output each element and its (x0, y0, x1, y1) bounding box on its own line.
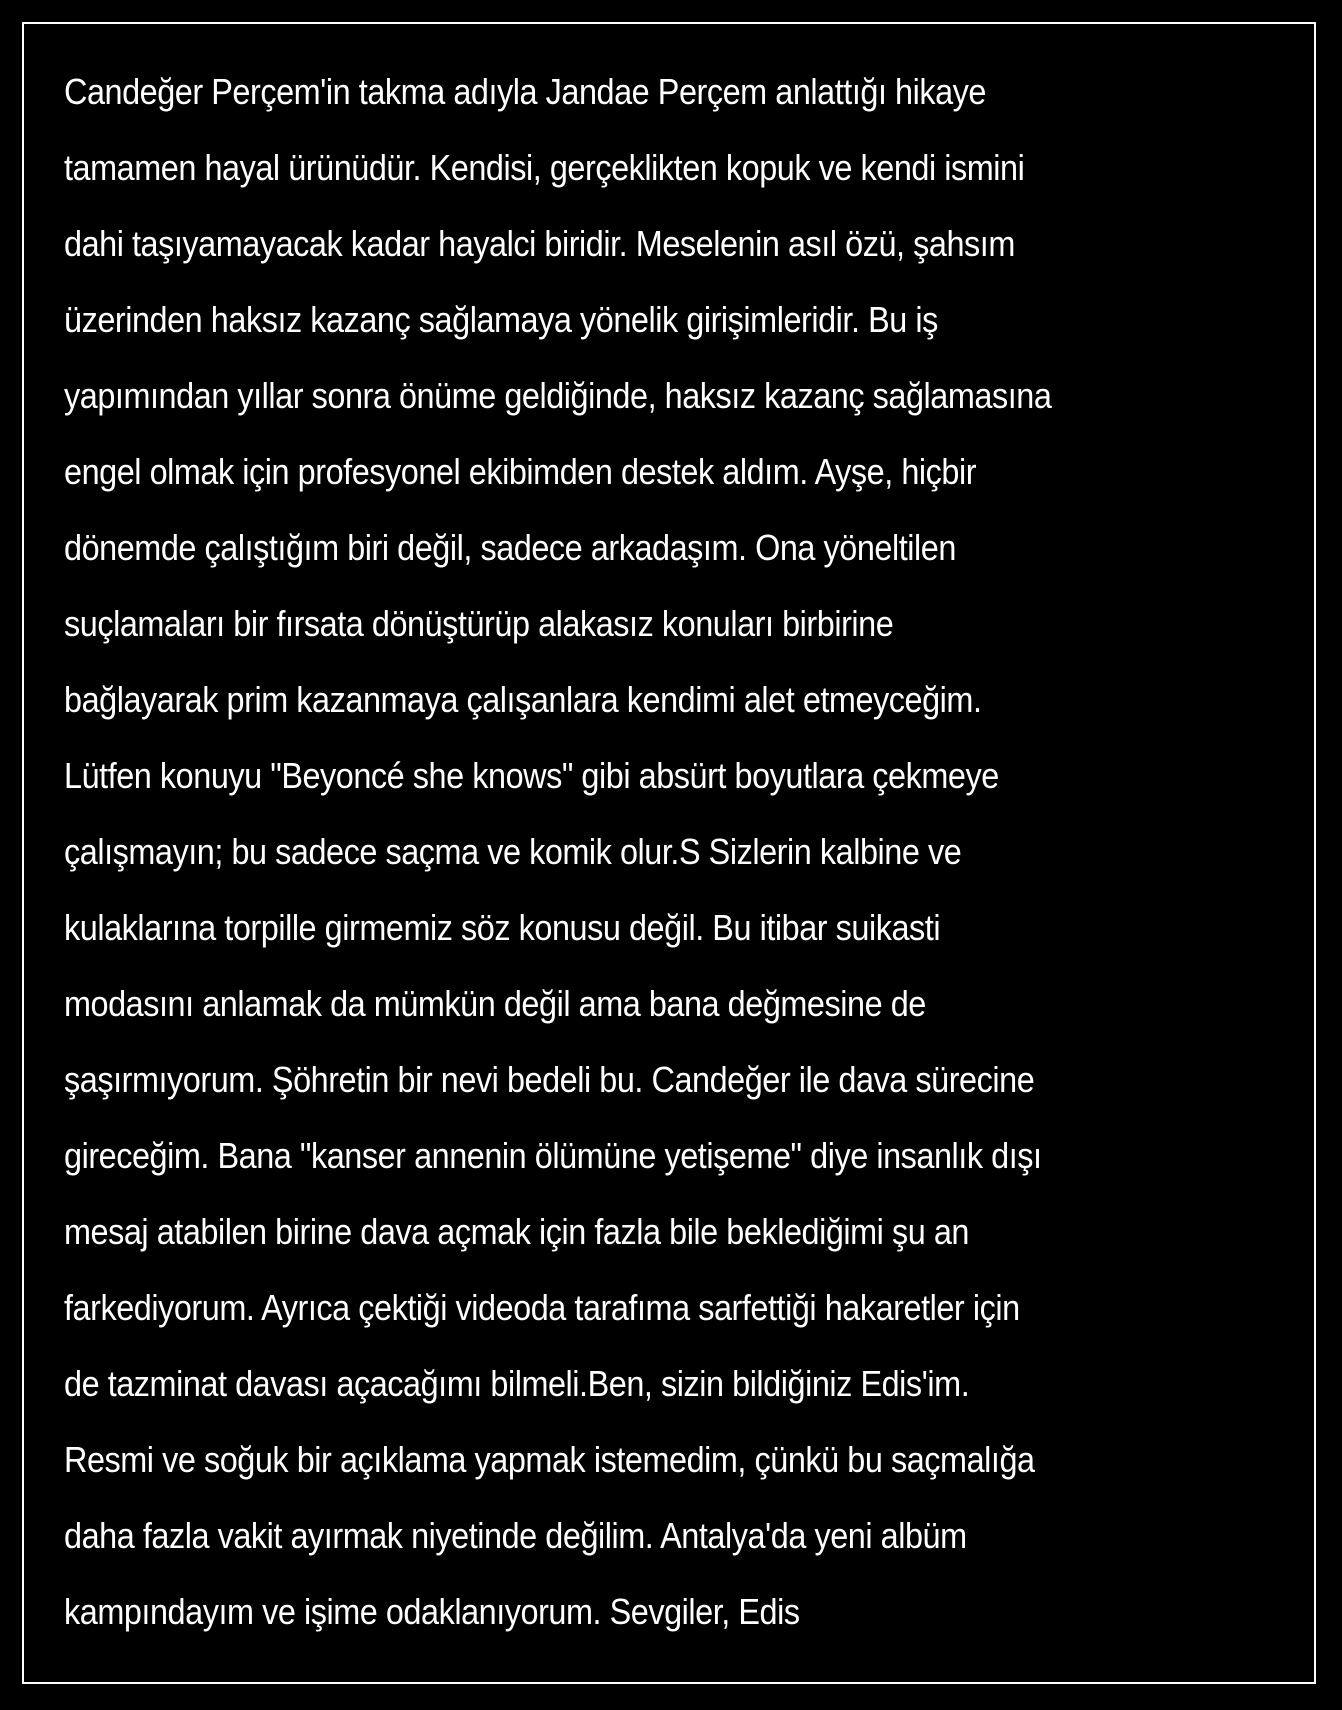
statement-text (64, 54, 1171, 1650)
statement-line: kulaklarına torpille girmemiz söz konusu değil. Bu itibar suikasti (64, 907, 941, 948)
statement-line: çalışmayın; bu sadece saçma ve komik olur.S Sizlerin kalbine ve (64, 831, 962, 872)
statement-line: dahi taşıyamayacak kadar hayalci biridir. Meselenin asıl özü, şahsım (64, 223, 1015, 264)
statement-line: Candeğer Perçem'in takma adıyla Jandae Perçem anlattığı hikaye (64, 71, 987, 112)
statement-line: gireceğim. Bana "kanser annenin ölümüne yetişeme" diye insanlık dışı (64, 1135, 1042, 1176)
statement-line: engel olmak için profesyonel ekibimden destek aldım. Ayşe, hiçbir (64, 451, 977, 492)
statement-line: şaşırmıyorum. Şöhretin bir nevi bedeli bu. Candeğer ile dava sürecine (64, 1059, 1035, 1100)
statement-line: bağlayarak prim kazanmaya çalışanlara kendimi alet etmeyceğim. (64, 679, 982, 720)
statement-line: de tazminat davası açacağımı bilmeli.Ben, sizin bildiğiniz Edis'im. (64, 1363, 970, 1404)
statement-line: dönemde çalıştığım biri değil, sadece arkadaşım. Ona yöneltilen (64, 527, 956, 568)
statement-line: daha fazla vakit ayırmak niyetinde değilim. Antalya'da yeni albüm (64, 1515, 967, 1556)
statement-line: kampındayım ve işime odaklanıyorum. Sevgiler, Edis (64, 1591, 800, 1632)
statement-line: yapımından yıllar sonra önüme geldiğinde, haksız kazanç sağlamasına (64, 375, 1052, 416)
statement-line: tamamen hayal ürünüdür. Kendisi, gerçeklikten kopuk ve kendi ismini (64, 147, 1025, 188)
statement-frame (22, 22, 1316, 1684)
statement-line: üzerinden haksız kazanç sağlamaya yönelik girişimleridir. Bu iş (64, 299, 938, 340)
statement-line: suçlamaları bir fırsata dönüştürüp alakasız konuları birbirine (64, 603, 894, 644)
statement-line: modasını anlamak da mümkün değil ama bana değmesine de (64, 983, 926, 1024)
statement-line: mesaj atabilen birine dava açmak için fazla bile beklediğimi şu an (64, 1211, 970, 1252)
statement-line: Lütfen konuyu "Beyoncé she knows" gibi absürt boyutlara çekmeye (64, 755, 999, 796)
statement-line: farkediyorum. Ayrıca çektiği videoda tarafıma sarfettiği hakaretler için (64, 1287, 1020, 1328)
statement-line: Resmi ve soğuk bir açıklama yapmak istemedim, çünkü bu saçmalığa (64, 1439, 1035, 1480)
